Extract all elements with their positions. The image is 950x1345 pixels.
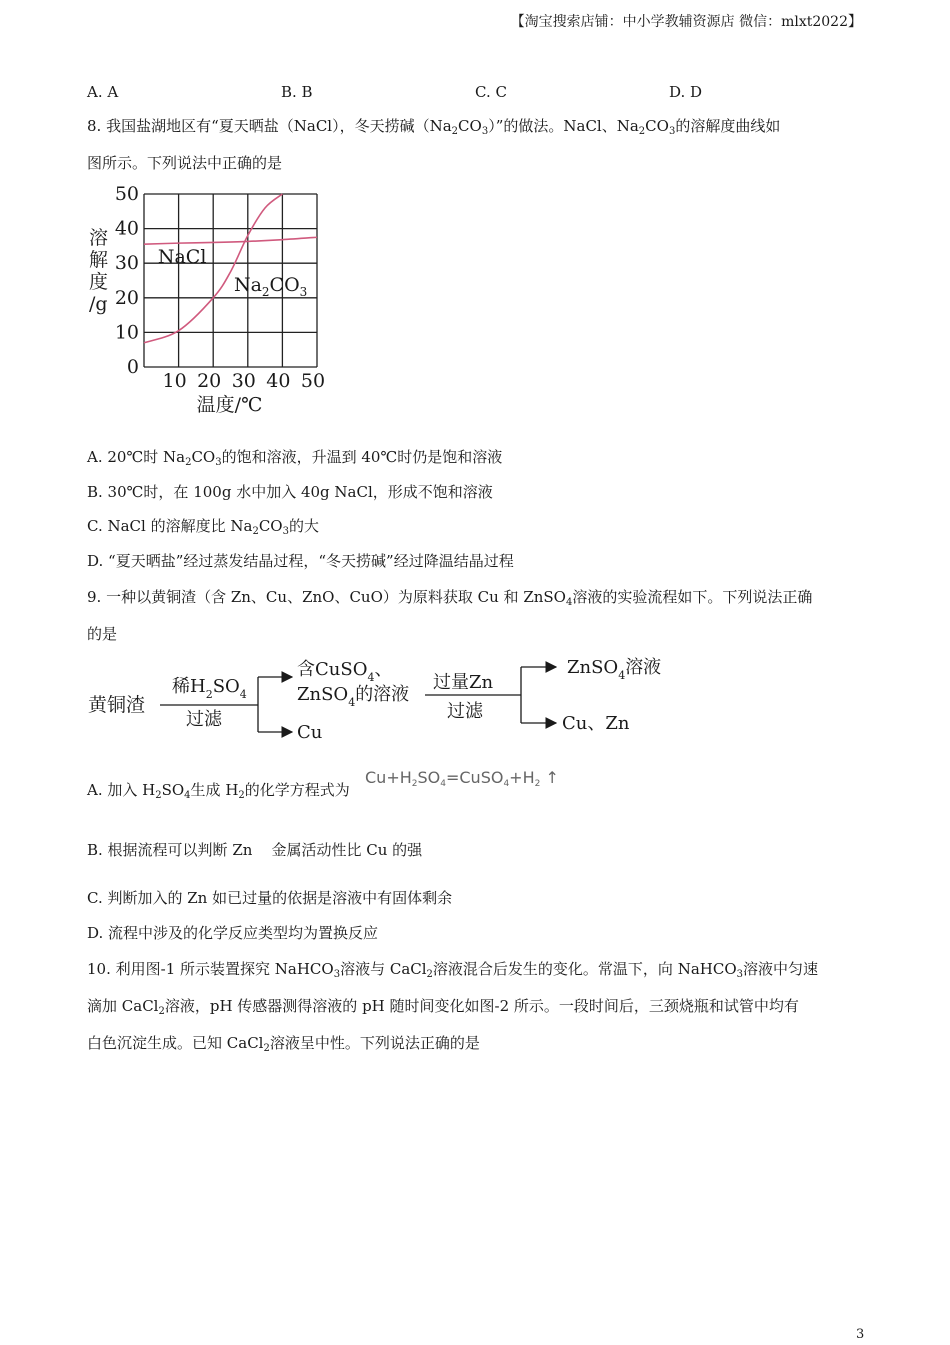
y-tick-label: 40: [114, 217, 139, 240]
q7-option-c: C. C: [475, 83, 507, 101]
series-label-na2co3: $Na_2CO_3$: [233, 273, 308, 299]
flow-step1-operation: 过滤: [186, 709, 222, 730]
q9-equation: $Cu+H_2SO_4=CuSO_4+H_2$ ↑: [365, 768, 559, 789]
flow-start-label: 黄铜渣: [88, 694, 146, 716]
header-shop-info: 【淘宝搜索店铺：中小学教辅资源店 微信：mlxt2022】: [510, 14, 862, 30]
flow-step1-reagent: 稀$H_2SO_4$: [172, 676, 247, 701]
y-tick-label: 0: [126, 356, 139, 378]
y-tick-label: 50: [114, 183, 139, 205]
y-axis-label-char: 溶: [89, 227, 109, 249]
curve-nacl: [144, 237, 317, 244]
x-tick-label: 50: [300, 370, 326, 392]
x-tick-label: 20: [197, 370, 222, 392]
q9-stem-line2: 的是: [87, 625, 118, 643]
q8-option-b: B. 30℃时，在 100g 水中加入 40g NaCl，形成不饱和溶液: [87, 483, 493, 501]
q8-option-a: A. 20℃时 $Na_2CO_3$的饱和溶液，升温到 40℃时仍是饱和溶液: [87, 448, 503, 468]
x-tick-label: 10: [162, 370, 187, 392]
flow-product1-line2: ZnSO$_4$的溶液: [297, 684, 410, 709]
y-axis-label-char: 解: [89, 249, 109, 271]
q8-stem-line1: 8. 我国盐湖地区有“夏天晒盐（NaCl），冬天捞碱$(Na_2CO_3)$”的做法。NaCl、$Na_2CO_3$的溶解度曲线如: [87, 117, 781, 137]
q7-option-a: A. A: [87, 83, 119, 101]
x-tick-label: 40: [266, 370, 291, 392]
flow-output-solution: ZnSO$_4$溶液: [567, 657, 662, 682]
page-number: 3: [856, 1327, 865, 1342]
y-tick-label: 10: [114, 321, 139, 344]
y-axis-label-char: /g: [89, 293, 108, 315]
q10-stem-line3: 白色沉淀生成。已知 CaCl$_2$溶液呈中性。下列说法正确的是: [87, 1034, 480, 1054]
q8-stem-line2: 图所示。下列说法中正确的是: [87, 154, 283, 172]
q9-option-b: B. 根据流程可以判断 Zn 金属活动性比 Cu 的强: [87, 841, 423, 859]
series-label-nacl: NaCl: [157, 246, 207, 269]
q9-option-d: D. 流程中涉及的化学反应类型均为置换反应: [87, 924, 379, 942]
flow-product1-solid: Cu: [297, 722, 323, 743]
q10-stem-line1: 10. 利用图-1 所示装置探究 NaHCO$_3$溶液与 CaCl$_2$溶液混合后发生的变化。常温下，向 NaHCO$_3$溶液中匀速: [87, 960, 819, 980]
flow-step2-reagent: 过量Zn: [433, 672, 494, 693]
q9-stem-line1: 9. 一种以黄铜渣（含 Zn、Cu、ZnO、CuO）为原料获取 Cu 和 ZnSO$_4$溶液的实验流程如下。下列说法正确: [87, 588, 813, 608]
solubility-chart: [85, 182, 335, 420]
q8-option-c: C. NaCl 的溶解度比 $Na_2CO_3$的大: [87, 517, 319, 537]
q7-option-d: D. D: [669, 83, 703, 101]
x-axis-label: 温度/℃: [196, 394, 263, 416]
q9-option-a: A. 加入 $H_2SO_4$生成 $H_2$的化学方程式为: [87, 781, 350, 801]
q9-option-c: C. 判断加入的 Zn 如已过量的依据是溶液中有固体剩余: [87, 889, 453, 907]
y-axis-label-char: 度: [89, 271, 109, 293]
flow-product1-line1: 含CuSO$_4$、: [297, 659, 393, 684]
x-tick-label: 30: [231, 370, 256, 392]
flow-step2-operation: 过滤: [447, 701, 483, 722]
y-tick-label: 20: [114, 286, 139, 309]
q7-option-b: B. B: [281, 83, 313, 101]
y-tick-label: 30: [114, 252, 139, 275]
process-flow-diagram: [80, 650, 700, 750]
q10-stem-line2: 滴加 CaCl$_2$溶液，pH 传感器测得溶液的 pH 随时间变化如图-2 所示。一段时间后，三颈烧瓶和试管中均有: [87, 997, 799, 1017]
flow-output-solid: Cu、Zn: [562, 713, 630, 734]
q8-option-d: D. “夏天晒盐”经过蒸发结晶过程，“冬天捞碱”经过降温结晶过程: [87, 552, 514, 570]
